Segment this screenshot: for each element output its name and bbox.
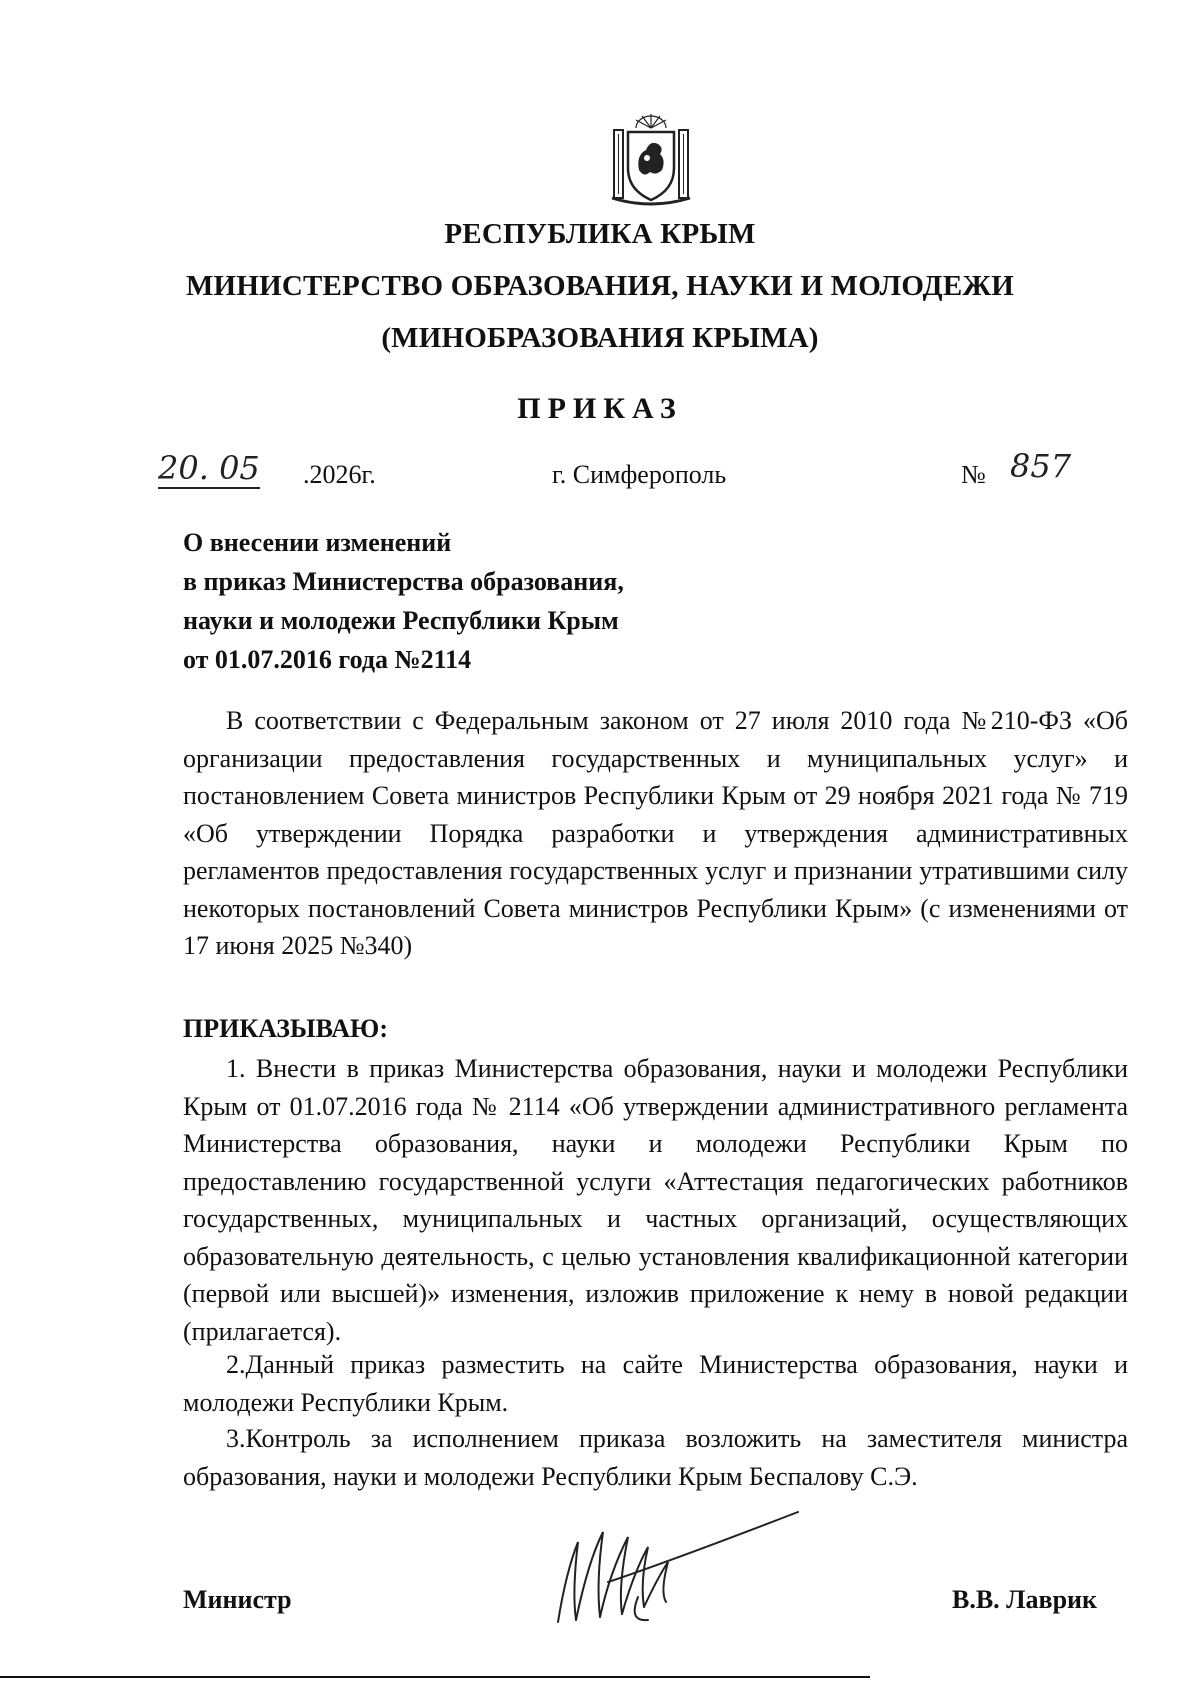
signature-icon [548, 1502, 808, 1632]
order-item-3: 3.Контроль за исполнением приказа возложить на заместителя министра образования, науки и молодежи Республики Крым Беспалову С.Э. [183, 1424, 1128, 1491]
subject-line: в приказ Министерства образования, [183, 567, 624, 596]
document-type-heading: ПРИКАЗ [517, 392, 683, 425]
footer-divider [0, 1676, 870, 1678]
order-item-2: 2.Данный приказ разместить на сайте Министерства образования, науки и молодежи Республики Крым. [183, 1350, 1128, 1417]
ministry-heading: МИНИСТЕРСТВО ОБРАЗОВАНИЯ, НАУКИ И МОЛОДЕЖИ [185, 270, 1015, 302]
city: г. Симферополь [552, 460, 727, 489]
handwritten-date: 20. 05 [158, 449, 260, 487]
date-year: .2026г. [303, 460, 376, 489]
legal-basis-paragraph: В соответствии с Федеральным законом от 27 июля 2010 года №210-ФЗ «Об организации предоставления государственных и муниципальных услуг» и постановлением Совета министров Республики Крым от 29 ноября 2021 года № 719 «Об утверждении Порядка разработки и утверждения административных регламентов предоставления государственных услуг и признании утратившими силу некоторых постановлений Совета министров Республики Крым» (с изменениями от 17 июня 2025 №340) [183, 706, 1128, 960]
republic-heading: РЕСПУБЛИКА КРЫМ [444, 218, 756, 250]
order-item-1: 1. Внести в приказ Министерства образования, науки и молодежи Республики Крым от 01.07.2016 года № 2114 «Об утверждении административного регламента Министерства образования, науки и молодежи Республики Крым по предоставлению государственной услуги «Аттестация педагогических работников государственных, муниципальных и частных организаций, осуществляющих образовательную деятельность, с целью установления квалификационной категории (первой или высшей)» изменения, изложив приложение к нему в новой редакции (прилагается). [183, 1054, 1128, 1346]
subject-line: от 01.07.2016 года №2114 [183, 645, 472, 674]
order-subject [183, 523, 624, 679]
signer-title: Министр [183, 1585, 292, 1614]
signer-name: В.В. Лаврик [952, 1585, 1098, 1614]
number-sign: № [961, 460, 986, 489]
subject-line: науки и молодежи Республики Крым [183, 606, 619, 635]
subject-line: О внесении изменений [183, 528, 452, 557]
orders-label: ПРИКАЗЫВАЮ: [183, 1014, 388, 1043]
ministry-short-heading: (МИНОБРАЗОВАНИЯ КРЫМА) [381, 322, 819, 354]
coat-of-arms-icon [606, 110, 696, 210]
handwritten-order-number: 857 [1010, 447, 1072, 485]
